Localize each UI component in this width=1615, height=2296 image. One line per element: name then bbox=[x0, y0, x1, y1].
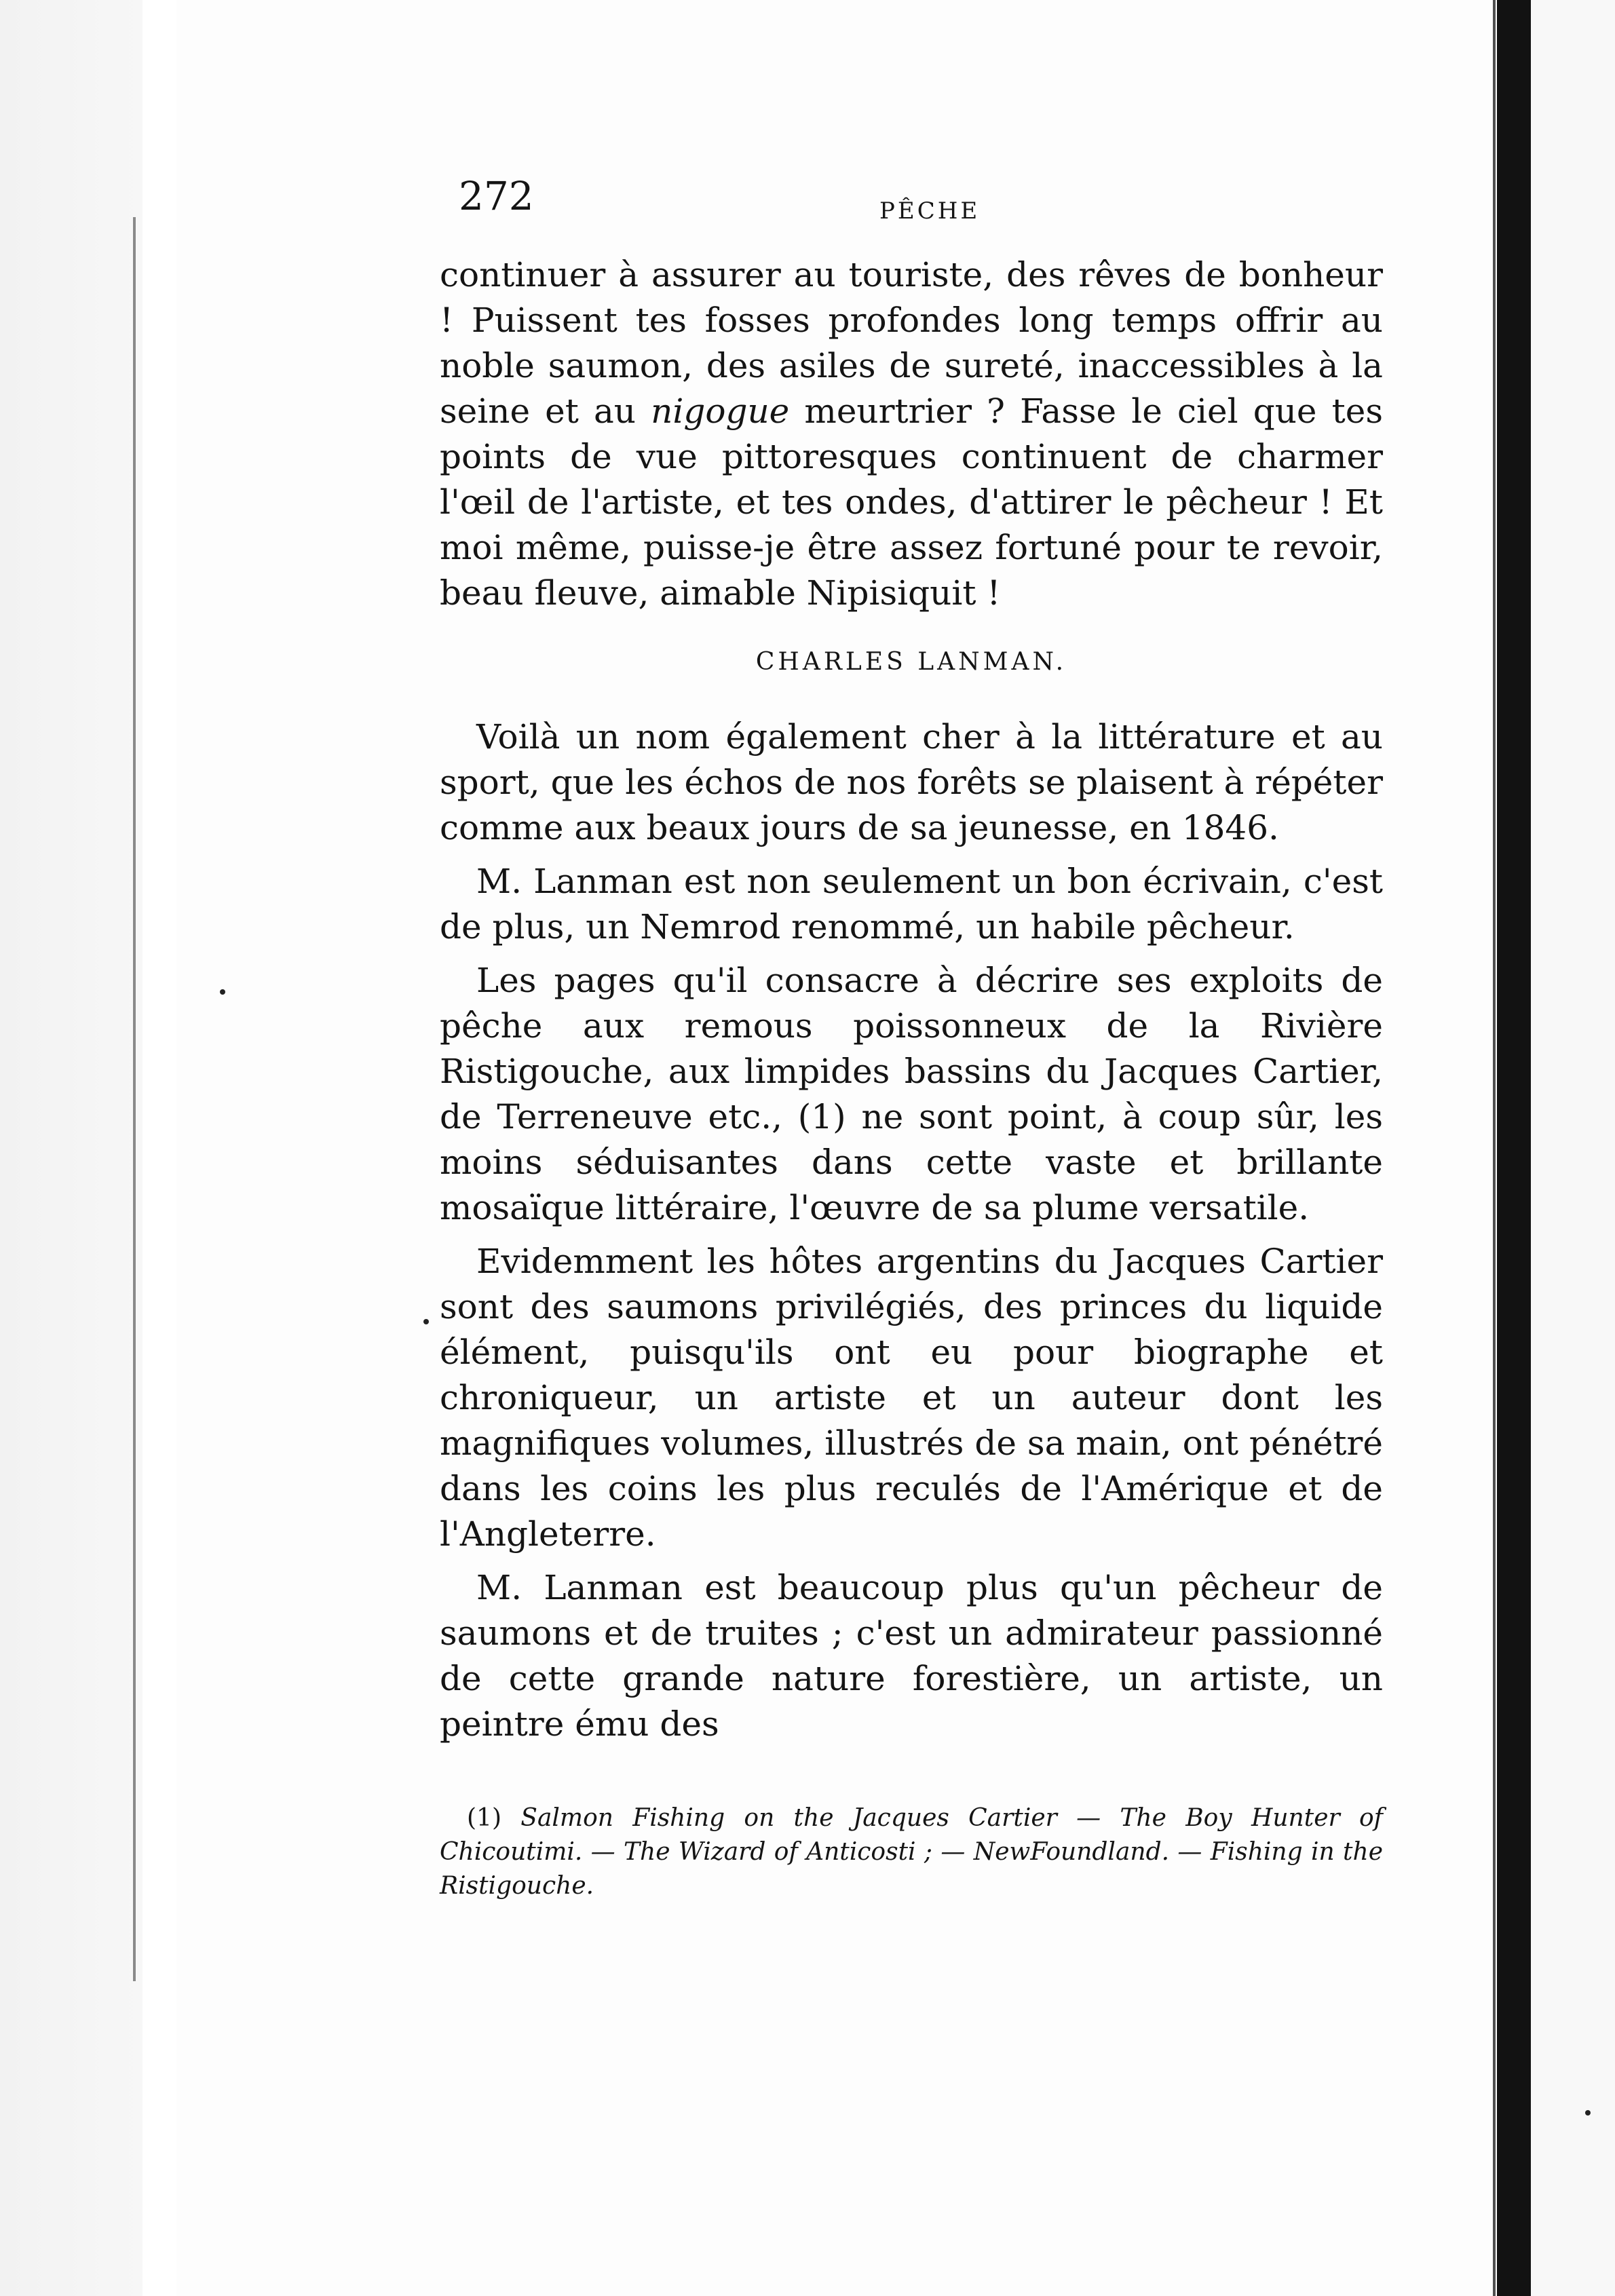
facing-page-edge bbox=[1531, 0, 1615, 2296]
ink-speck bbox=[423, 1319, 429, 1324]
italic-word: nigogue bbox=[651, 391, 790, 431]
ink-speck bbox=[220, 989, 225, 995]
footnote bbox=[440, 1801, 1383, 1903]
right-page-edge bbox=[1493, 0, 1496, 2296]
paragraph-2: Voilà un nom également cher à la littérature et au sport, que les échos de nos forêts se plaisent à répéter comme aux beaux jours de sa jeunesse, en 1846. bbox=[440, 717, 1383, 847]
ink-speck bbox=[1585, 2110, 1591, 2116]
right-binding-shadow bbox=[1497, 0, 1531, 2296]
page-header bbox=[459, 173, 1384, 227]
footnote-text: Salmon Fishing on the Jacques Cartier — The Boy Hunter of Chicoutimi. — The Wizard of Anticosti ; — NewFoundland. — Fishing in the Ristigouche. bbox=[440, 1804, 1383, 1900]
paragraph-1-text-a: continuer à assurer au touriste, des rêves de bonheur ! Puissent tes fosses profondes long temps offrir au noble saumon, des asiles de sureté, inaccessibles à la seine et au bbox=[440, 255, 1383, 431]
paragraph-3: M. Lanman est non seulement un bon écrivain, c'est de plus, un Nemrod renommé, un habile pêcheur. bbox=[440, 862, 1383, 946]
page-number: 272 bbox=[459, 173, 534, 219]
left-page-edge bbox=[133, 217, 136, 1981]
body-text bbox=[440, 252, 1383, 1755]
running-head: PÊCHE bbox=[879, 197, 981, 225]
paragraph-5: Evidemment les hôtes argentins du Jacques Cartier sont des saumons privilégiés, des princes du liquide élément, puisqu'ils ont eu pour biographe et chroniqueur, un artiste et un auteur dont les magnifiques volumes, illustrés de sa main, ont pénétré dans les coins les plus reculés de l'Amérique et de l'Angleterre. bbox=[440, 1242, 1383, 1554]
paragraph-4: Les pages qu'il consacre à décrire ses exploits de pêche aux remous poissonneux de la Rivière Ristigouche, aux limpides bassins du Jacques Cartier, de Terreneuve etc., (1) ne sont point, à coup sûr, les moins séduisantes dans cette vaste et brillante mosaïque littéraire, l'œuvre de sa plume versatile. bbox=[440, 961, 1383, 1227]
section-heading: CHARLES LANMAN. bbox=[755, 648, 1067, 676]
left-margin bbox=[0, 0, 142, 2296]
footnote-marker: (1) bbox=[467, 1804, 501, 1832]
paragraph-6: M. Lanman est beaucoup plus qu'un pêcheur de saumons et de truites ; c'est un admirateur passionné de cette grande nature forestière, un artiste, un peintre ému des bbox=[440, 1568, 1383, 1744]
paragraph-1-text-b: meurtrier ? Fasse le ciel que tes points de vue pittoresques continuent de charmer l'œil de l'artiste, et tes ondes, d'attirer le pêcheur ! Et moi même, puisse-je être assez fortuné pour te revoir, beau fleuve, aimable Nipisiquit ! bbox=[440, 391, 1383, 613]
paragraph-1 bbox=[440, 252, 1383, 616]
